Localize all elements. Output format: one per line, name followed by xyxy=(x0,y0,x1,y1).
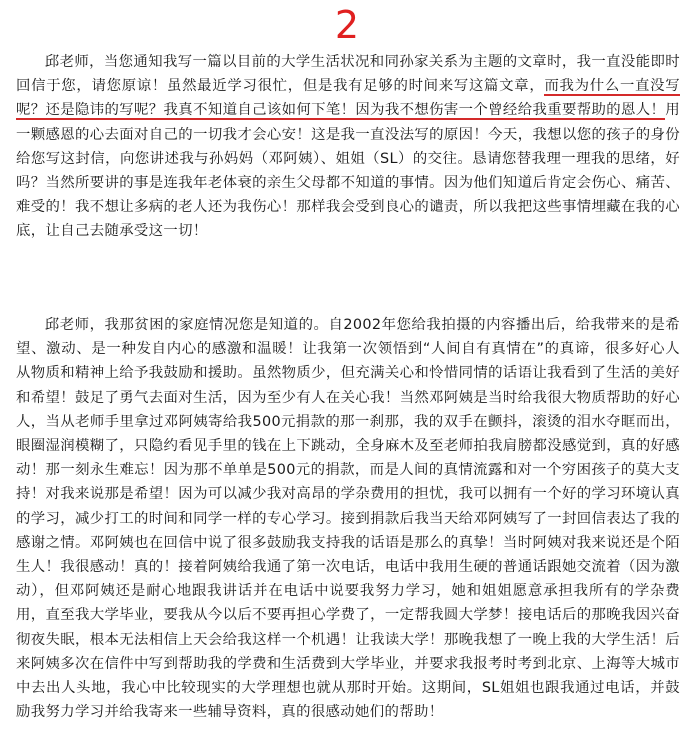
page-number: 2 xyxy=(334,3,360,47)
underlined-passage: 而我为什么一直没写呢？还是隐讳的写呢？我真不知道自己该如何下笔！因为我不想伤害一个曾经给我重要帮助的恩人！ xyxy=(16,78,680,119)
paragraph-2: 邱老师，我那贫困的家庭情况您是知道的。自2002年您给我拍摄的内容播出后，给我带来的是希望、激动、是一种发自内心的感激和温暖！让我第一次领悟到“人间自有真情在”的真谛，很多好心人从物质和精神上给予我鼓励和援助。虽然物质少，但充满关心和怜惜同情的话语让我看到了生活的美好和希望！鼓足了勇气去面对生活，因为至少有人在关心我！当然邓阿姨是当时给我很大物质帮助的好心人，当从老师手里拿过邓阿姨寄给我500元捐款的那一刹那，我的双手在颤抖，滚烫的泪水夺眶而出，眼圈湿润模糊了，只隐约看见手里的钱在上下跳动，全身麻木及至老师拍我肩膀都没感觉到，真的好感动！那一刻永生难忘！因为那不单单是500元的捐款，而是人间的真情流露和对一个穷困孩子的莫大支持！对我来说那是希望！因为可以减少我对高昂的学杂费用的担忧，我可以拥有一个好的学习环境认真的学习，减少打工的时间和同学一样的专心学习。接到捐款后我当天给邓阿姨写了一封回信表达了我的感谢之情。邓阿姨也在回信中说了很多鼓励我支持我的话语是那么的真挚！当时阿姨对我来说还是个陌生人！我很感动！真的！接着阿姨给我通了第一次电话，电话中我用生硬的普通话跟她交流着（因为激动），但邓阿姨还是耐心地跟我讲话并在电话中说要我努力学习，她和姐姐愿意承担我所有的学杂费用，直至我大学毕业，要我从今以后不要再担心学费了，一定帮我圆大学梦！接电话后的那晚我因兴奋彻夜失眠，根本无法相信上天会给我这样一个机遇！让我读大学！那晚我想了一晚上我的大学生活！后来阿姨多次在信件中写到帮助我的学费和生活费到大学毕业，并要求我报考时考到北京、上海等大城市中去出人头地，我心中比较现实的大学理想也就从那时开始。这期间，SL姐姐也跟我通过电话，并鼓励我努力学习并给我寄来一些辅导资料，真的很感动她们的帮助！ xyxy=(16,317,680,721)
paragraph-1-text-b: 用一颗感恩的心去面对自己的一切我才会心安！这是我一直没法写的原因！今天，我想以您的孩子的身份给您写这封信，向您讲述我与孙妈妈（邓阿姨）、姐姐（SL）的交往。恳请您替我理一理我的思绪，好吗？当然所要讲的事是连我年老体衰的亲生父母都不知道的事情。因为他们知道后肯定会伤心、痛苦、难受的！我不想让多病的老人还为我伤心！那样我会受到良心的谴责，所以我把这些事情埋藏在我的心底，让自己去随承受这一切！ xyxy=(16,102,680,240)
paragraph-1-text-a: 邱老师，当您通知我写一篇以目前的大学生活状况和同孙家关系为主题的文章时，我一直没能即时回信于您，请您原谅！虽然最近学习很忙，但是我有足够的时间来写这篇文章， xyxy=(16,54,680,95)
paragraph-1 xyxy=(16,50,680,244)
